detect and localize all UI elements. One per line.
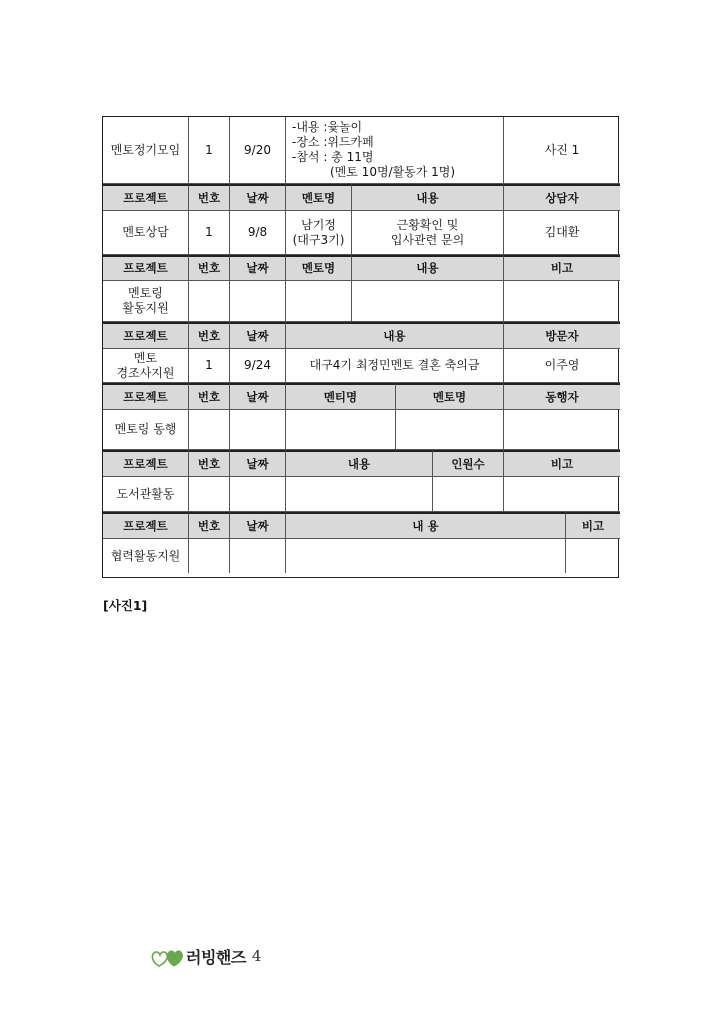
support-project-line: 멘토링 — [128, 286, 163, 300]
accompany-header-date: 날짜 — [230, 383, 286, 410]
cooperation-no-cell — [189, 539, 230, 573]
cooperation-content-cell — [286, 539, 566, 573]
library-header-project: 프로젝트 — [103, 450, 189, 477]
congrats-project — [103, 349, 189, 383]
consult-header-content: 내용 — [352, 184, 504, 211]
meeting-note: 사진 1 — [504, 117, 620, 184]
consult-header-mentor: 멘토명 — [286, 184, 352, 211]
accompany-date-cell — [230, 410, 286, 450]
support-header-content: 내용 — [352, 255, 504, 281]
accompany-header-mentor: 멘토명 — [396, 383, 504, 410]
meeting-date: 9/20 — [230, 117, 286, 184]
brand-name: 러빙핸즈 — [186, 947, 246, 967]
accompany-header-mentee: 멘티명 — [286, 383, 396, 410]
consult-counselor: 김대환 — [504, 211, 620, 255]
consult-date: 9/8 — [230, 211, 286, 255]
cooperation-header-project: 프로젝트 — [103, 512, 189, 539]
cooperation-header-note: 비고 — [566, 512, 620, 539]
consult-header-project: 프로젝트 — [103, 184, 189, 211]
congrats-content: 대구4기 최정민멘토 결혼 축의금 — [286, 349, 504, 383]
accompany-header-project: 프로젝트 — [103, 383, 189, 410]
accompany-header-no: 번호 — [189, 383, 230, 410]
cooperation-header-content: 내 용 — [286, 512, 566, 539]
consult-mentor-line: 남기정 — [301, 217, 336, 232]
library-count-cell — [433, 477, 504, 512]
library-note-cell — [504, 477, 620, 512]
meeting-content-line: -장소 :위드카페 — [292, 135, 374, 149]
meeting-content-line: -내용 :윷놀이 — [292, 120, 363, 134]
library-date-cell — [230, 477, 286, 512]
cooperation-note-cell — [566, 539, 620, 573]
library-content-cell — [286, 477, 433, 512]
accompany-mentee-cell — [286, 410, 396, 450]
cooperation-header-date: 날짜 — [230, 512, 286, 539]
congrats-project-line: 멘토 — [133, 350, 158, 365]
support-content-cell — [352, 281, 504, 322]
consult-header-counselor: 상담자 — [504, 184, 620, 211]
footer — [150, 944, 261, 968]
support-no-cell — [189, 281, 230, 322]
cooperation-header-no: 번호 — [189, 512, 230, 539]
support-header-date: 날짜 — [230, 255, 286, 281]
consult-content-line: 근황확인 및 — [396, 217, 459, 232]
support-mentor-cell — [286, 281, 352, 322]
accompany-project: 멘토링 동행 — [103, 410, 189, 450]
accompany-mentor-cell — [396, 410, 504, 450]
congrats-header-content: 내용 — [286, 322, 504, 349]
support-header-mentor: 멘토명 — [286, 255, 352, 281]
loving-hands-logo-icon — [150, 944, 184, 968]
library-project: 도서관활동 — [103, 477, 189, 512]
accompany-no-cell — [189, 410, 230, 450]
cooperation-date-cell — [230, 539, 286, 573]
support-header-project: 프로젝트 — [103, 255, 189, 281]
consult-mentor-line: (대구3기) — [292, 232, 345, 247]
page-number: 4 — [251, 947, 262, 965]
consult-content — [352, 211, 504, 255]
library-header-note: 비고 — [504, 450, 620, 477]
library-header-count: 인원수 — [433, 450, 504, 477]
congrats-header-project: 프로젝트 — [103, 322, 189, 349]
accompany-companion-cell — [504, 410, 620, 450]
congrats-date: 9/24 — [230, 349, 286, 383]
congrats-project-line: 경조사지원 — [116, 365, 175, 380]
support-header-note: 비고 — [504, 255, 620, 281]
library-header-no: 번호 — [189, 450, 230, 477]
support-note-cell — [504, 281, 620, 322]
consult-no: 1 — [189, 211, 230, 255]
accompany-header-companion: 동행자 — [504, 383, 620, 410]
support-header-no: 번호 — [189, 255, 230, 281]
meeting-content-line: -참석 : 총 11명 — [292, 150, 374, 164]
library-header-date: 날짜 — [230, 450, 286, 477]
support-project — [103, 281, 189, 322]
support-date-cell — [230, 281, 286, 322]
congrats-no: 1 — [189, 349, 230, 383]
activity-table — [102, 116, 619, 578]
meeting-no: 1 — [189, 117, 230, 184]
meeting-project: 멘토정기모임 — [103, 117, 189, 184]
library-no-cell — [189, 477, 230, 512]
consult-content-line: 입사관련 문의 — [390, 232, 465, 247]
meeting-content-line: (멘토 10명/활동가 1명) — [330, 165, 456, 179]
congrats-header-date: 날짜 — [230, 322, 286, 349]
cooperation-project: 협력활동지원 — [103, 539, 189, 573]
consult-header-no: 번호 — [189, 184, 230, 211]
consult-header-date: 날짜 — [230, 184, 286, 211]
congrats-visitor: 이주영 — [504, 349, 620, 383]
support-project-line: 활동지원 — [122, 301, 169, 315]
consult-mentor — [286, 211, 352, 255]
consult-project: 멘토상담 — [103, 211, 189, 255]
congrats-header-no: 번호 — [189, 322, 230, 349]
library-header-content: 내용 — [286, 450, 433, 477]
meeting-content — [286, 117, 504, 184]
photo-caption: [사진1] — [103, 598, 148, 613]
congrats-header-visitor: 방문자 — [504, 322, 620, 349]
